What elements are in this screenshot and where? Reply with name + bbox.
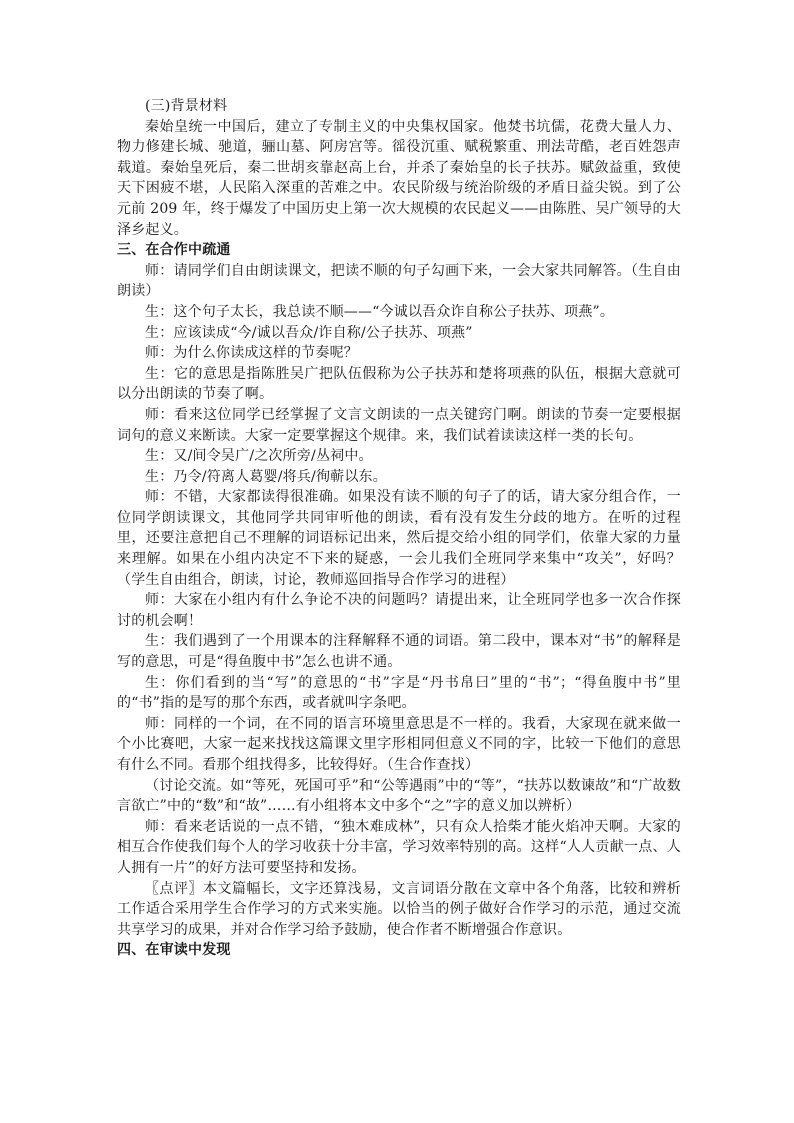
dialogue-paragraph: 生：这个句子太长，我总读不顺——“今诚以吾众诈自称公子扶苏、项燕”。 <box>145 303 615 320</box>
discussion-paragraph: （讨论交流。如“等死，死国可乎”和“公等遇雨”中的“等”，“扶苏以数谏故”和“广故数言欲亡”中的“数”和“故”……有小组将本文中多个“之”字的意义加以辨析） <box>117 777 681 815</box>
dialogue-paragraph: 师：为什么你读成这样的节奏呢？ <box>145 345 358 362</box>
section-heading-3: 三、在合作中疏通 <box>117 242 231 259</box>
dialogue-paragraph: 师：看来老话说的一点不错，“独木难成林”，只有众人拾柴才能火焰冲天啊。大家的相互合作使我们每个人的学习收获十分丰富，学习效率特别的高。这样“人人贡献一点、人人拥有一片”的好方法可要坚持和发扬。 <box>117 818 681 876</box>
commentary-paragraph: 〖点评〗本文篇幅长，文字还算浅易，文言词语分散在文章中各个角落，比较和辨析工作适合采用学生合作学习的方式来实施。以恰当的例子做好合作学习的示范，通过交流共享学习的成果，并对合作学习给予鼓励，使合作者不断增强合作意识。 <box>117 880 681 938</box>
dialogue-paragraph: 师：不错，大家都读得很准确。如果没有读不顺的句子了的话，请大家分组合作，一位同学朗读课文，其他同学共同审听他的朗读，看有没有发生分歧的地方。在听的过程里，还要注意把自己不理解的词语标记出来，然后提交给小组的同学们，依靠大家的力量来理解。如果在小组内决定不下来的疑惑，一会儿我们全班同学来集中“攻关”，好吗？（学生自由组合，朗读，讨论，教师巡回指导合作学习的进程） <box>117 489 681 588</box>
dialogue-paragraph: 生：我们遇到了一个用课本的注释解释不通的词语。第二段中，课本对“书”的解释是写的意思，可是“得鱼腹中书”怎么也讲不通。 <box>117 633 681 671</box>
dialogue-paragraph: 师：请同学们自由朗读课文，把读不顺的句子勾画下来，一会大家共同解答。（生自由朗读） <box>117 262 681 300</box>
dialogue-paragraph: 师：大家在小组内有什么争论不决的问题吗？请提出来，让全班同学也多一次合作探讨的机会啊！ <box>117 592 681 629</box>
dialogue-paragraph: 生：你们看到的当“写”的意思的“书”字是“丹书帛曰”里的“书”；“得鱼腹中书”里的“书”指的是写的那个东西，或者就叫字条吧。 <box>117 674 681 712</box>
dialogue-paragraph: 生：应该读成“今/诚以吾众/诈自称/公子扶苏、项燕” <box>145 324 473 341</box>
dialogue-paragraph: 师：同样的一个词，在不同的语言环境里意思是不一样的。我看，大家现在就来做一个小比赛吧，大家一起来找找这篇课文里字形相同但意义不同的字，比较一下他们的意思有什么不同。看那个组找得多，比较得好。（生合作查找） <box>117 715 681 773</box>
section-label-background: (三)背景材料 <box>145 98 228 114</box>
dialogue-paragraph: 生：乃令/符离人葛婴/将兵/徇蕲以东。 <box>145 468 387 485</box>
section-heading-4: 四、在审读中发现 <box>117 942 231 959</box>
dialogue-paragraph: 师：看来这位同学已经掌握了文言文朗读的一点关键窍门啊。朗读的节奏一定要根据词句的意义来断读。大家一定要掌握这个规律。来，我们试着读读这样一类的长句。 <box>117 406 681 444</box>
background-paragraph: 秦始皇统一中国后，建立了专制主义的中央集权国家。他焚书坑儒，花费大量人力、物力修建长城、驰道，骊山墓、阿房宫等。徭役沉重、赋税繁重、刑法苛酷，老百姓怨声载道。秦始皇死后，秦二世胡亥靠赵高上台，并杀了秦始皇的长子扶苏。赋敛益重，致使天下困疲不堪，人民陷入深重的苦难之中。农民阶级与统治阶级的矛盾日益尖锐。到了公元前 209 年，终于爆发了中国历史上第一次大规模的农民起义——由陈胜、吴广领导的大泽乡起义。 <box>117 118 681 238</box>
dialogue-paragraph: 生：它的意思是指陈胜吴广把队伍假称为公子扶苏和楚将项燕的队伍，根据大意就可以分出朗读的节奏了啊。 <box>117 365 681 403</box>
dialogue-paragraph: 生：又/间令吴广/之次所旁/丛祠中。 <box>145 448 373 465</box>
document-page <box>117 96 681 961</box>
